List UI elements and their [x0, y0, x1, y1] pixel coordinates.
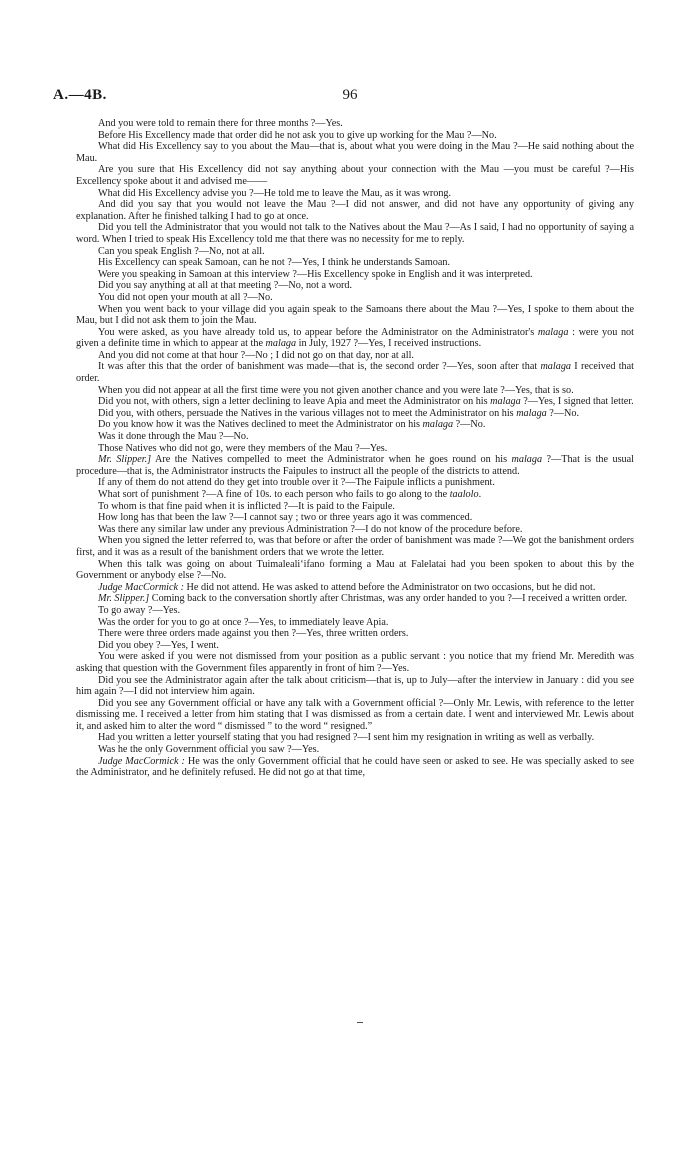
text-run: To whom is that fine paid when it is inflicted ?—It is paid to the Faipule. — [98, 500, 395, 512]
italic-text: malaga — [265, 338, 297, 350]
paragraph — [76, 164, 634, 187]
text-run: Had you written a letter yourself stating that you had resigned ?—I sent him my resignation in writing as well as verbally. — [98, 732, 595, 744]
paragraph — [76, 304, 634, 327]
text-run: Did you not, with others, sign a letter declining to leave Apia and meet the Administrator on his — [98, 396, 491, 408]
text-run: Did you say anything at all at that meeting ?—No, not a word. — [98, 280, 353, 292]
text-run: ?—No. — [453, 419, 486, 431]
paragraph — [76, 257, 634, 269]
paragraph — [76, 675, 634, 698]
page-number: 96 — [342, 87, 358, 103]
text-run: Are you sure that His Excellency did not say anything about your connection with the Mau —you must be careful ?—His Excellency spoke about it and advised me—— — [76, 164, 634, 187]
paragraph — [76, 130, 634, 142]
text-run: Did you obey ?—Yes, I went. — [98, 639, 219, 651]
document-reference: A.—4B. — [53, 87, 107, 103]
paragraph — [76, 501, 634, 513]
paragraph — [76, 756, 634, 779]
paragraph — [76, 535, 634, 558]
text-run: Did you see the Administrator again after the talk about criticism—that is, up to July—after the interview in January : did you see him again ?—I did not interview him again. — [76, 674, 634, 698]
paragraph — [76, 651, 634, 674]
text-run: You did not open your mouth at all ?—No. — [98, 291, 273, 303]
paragraph — [76, 617, 634, 629]
paragraph — [76, 732, 634, 744]
text-run: Before His Excellency made that order did he not ask you to give up working for the Mau ?—No. — [98, 129, 497, 141]
italic-text: malaga — [540, 361, 572, 373]
paragraph — [76, 269, 634, 281]
text-run: ?—That is the usual procedure—that is, the Administrator instructs the Faipules to instruct all the people of the districts to attend. — [76, 454, 634, 477]
italic-text: taalolo — [449, 489, 479, 500]
text-run: Was it done through the Mau ?—No. — [98, 431, 249, 443]
text-run: : were you not given a definite time in which to appear at the — [76, 326, 634, 350]
paragraph — [76, 141, 634, 164]
text-run: Coming back to the conversation shortly after Christmas, was any order handed to you ?—I received a written order. — [149, 593, 628, 605]
paragraph — [76, 454, 634, 477]
text-run: To go away ?—Yes. — [98, 604, 181, 616]
paragraph — [76, 559, 634, 582]
italic-text: Judge MacCormick : — [98, 581, 184, 593]
text-run: You were asked, as you have already told us, to appear before the Administrator on the Administrator's — [98, 326, 538, 338]
text-run: He did not attend. He was asked to attend before the Administrator on two occasions, but he did not. — [184, 581, 596, 593]
paragraph — [76, 199, 634, 222]
paragraph — [76, 188, 634, 200]
paragraph — [76, 512, 634, 524]
text-run: Can you speak English ?—No, not at all. — [98, 245, 265, 257]
text-run: When you signed the letter referred to, was that before or after the order of banishment was made ?—We got the banishment orders first, and it was as a result of the banishment orders that we wrote the letter. — [76, 535, 634, 558]
paragraph — [76, 280, 634, 292]
text-run: Was he the only Government official you saw ?—Yes. — [98, 744, 320, 756]
text-run: It was after this that the order of banishment was made—that is, the second order ?—Yes, soon after that — [98, 361, 541, 373]
paragraph — [76, 408, 634, 420]
text-run: . — [478, 489, 482, 500]
paragraph — [76, 640, 634, 652]
paragraph — [76, 605, 634, 617]
paragraph — [76, 431, 634, 443]
text-run: When this talk was going on about Tuimalealiʻifano forming a Mau at Falelatai had you been spoken to about this by the Government or anybody else ?—No. — [76, 558, 634, 582]
paragraph — [76, 385, 634, 397]
paragraph — [76, 419, 634, 431]
italic-text: Mr. Slipper.] — [98, 593, 150, 605]
text-run: There were three orders made against you then ?—Yes, three written orders. — [98, 628, 409, 640]
text-run: And you were told to remain there for three months ?—Yes. — [98, 118, 343, 129]
text-run: Was there any similar law under any previous Administration ?—I do not know of the procedure before. — [98, 523, 523, 535]
italic-text: malaga — [490, 396, 521, 408]
paragraph — [76, 489, 634, 501]
text-run: Did you see any Government official or have any talk with a Government official ?—Only Mr. Lewis, with reference to the letter dismissing me. I received a letter from him stating that I was dismissed as from a certain date. I went and interviewed Mr. Lewis about it, and asked him to alter the word “ dismissed ” to the word “ resigned.” — [76, 697, 634, 732]
text-run: Was the order for you to go at once ?—Yes, to immediately leave Apia. — [98, 616, 389, 628]
text-run: Are the Natives compelled to meet the Administrator when he goes round on his — [151, 454, 512, 466]
paragraph — [76, 327, 634, 350]
text-run: Those Natives who did not go, were they members of the Mau ?—Yes. — [98, 442, 388, 454]
body-text — [76, 118, 634, 779]
text-run: When you went back to your village did you again speak to the Samoans there about the Mau ?—Yes, I spoke to them about the Mau, but I did not ask them to join the Mau. — [76, 303, 634, 327]
text-run: ?—No. — [546, 407, 580, 419]
italic-text: malaga — [537, 326, 569, 338]
text-run: You were asked if you were not dismissed from your position as a public servant : you notice that my friend Mr. Meredith was asking that question with the Government files apparently in front of him ?—Yes. — [76, 651, 634, 674]
footer-mark — [357, 1022, 363, 1023]
paragraph — [76, 443, 634, 455]
text-run: I received that order. — [76, 361, 634, 385]
text-run: How long has that been the law ?—I cannot say ; two or three years ago it was commenced. — [98, 512, 473, 524]
text-run: What sort of punishment ?—A fine of 10s. to each person who fails to go along to the — [98, 489, 450, 500]
paragraph — [76, 292, 634, 304]
text-run: He was the only Government official that he could have seen or asked to see. He was specially asked to see the Administrator, and he definitely refused. He did not go at that time, — [76, 755, 634, 779]
italic-text: Mr. Slipper.] — [98, 454, 152, 466]
paragraph — [76, 582, 634, 594]
paragraph — [76, 246, 634, 258]
italic-text: Judge MacCormick : — [98, 755, 185, 767]
paragraph — [76, 593, 634, 605]
paragraph — [76, 222, 634, 245]
paragraph — [76, 628, 634, 640]
text-run: ?—Yes, I signed that letter. — [520, 396, 634, 408]
italic-text: malaga — [511, 454, 543, 466]
text-run: If any of them do not attend do they get into trouble over it ?—The Faipule inflicts a punishment. — [98, 477, 495, 489]
paragraph — [76, 698, 634, 733]
text-run: What did His Excellency advise you ?—He told me to leave the Mau, as it was wrong. — [98, 187, 452, 199]
text-run: And you did not come at that hour ?—No ; I did not go on that day, nor at all. — [98, 349, 414, 361]
paragraph — [76, 350, 634, 362]
italic-text: malaga — [516, 407, 547, 419]
paragraph — [76, 744, 634, 756]
text-run: Were you speaking in Samoan at this interview ?—His Excellency spoke in English and it was interpreted. — [98, 268, 533, 280]
text-run: Did you tell the Administrator that you would not talk to the Natives about the Mau ?—As I said, I had no opportunity of saying a word. When I tried to speak His Excellency told me that there was no necessity for me to reply. — [76, 222, 634, 245]
text-run: What did His Excellency say to you about the Mau—that is, about what you were doing in the Mau ?—He said nothing about the Mau. — [76, 141, 634, 164]
paragraph — [76, 477, 634, 489]
paragraph — [76, 361, 634, 384]
paragraph — [76, 396, 634, 408]
text-run: Do you know how it was the Natives declined to meet the Administrator on his — [98, 419, 423, 431]
text-run: When you did not appear at all the first time were you not given another chance and you were late ?—Yes, that is so. — [98, 384, 574, 396]
text-run: in July, 1927 ?—Yes, I received instructions. — [296, 338, 482, 350]
text-run: His Excellency can speak Samoan, can he not ?—Yes, I think he understands Samoan. — [98, 257, 451, 269]
paragraph — [76, 118, 634, 130]
text-run: Did you, with others, persuade the Natives in the various villages not to meet the Administrator on his — [98, 407, 517, 419]
italic-text: malaga — [422, 419, 454, 431]
text-run: And did you say that you would not leave the Mau ?—I did not answer, and did not have any opportunity of giving any explanation. After he finished talking I had to go at once. — [76, 199, 634, 222]
paragraph — [76, 524, 634, 536]
